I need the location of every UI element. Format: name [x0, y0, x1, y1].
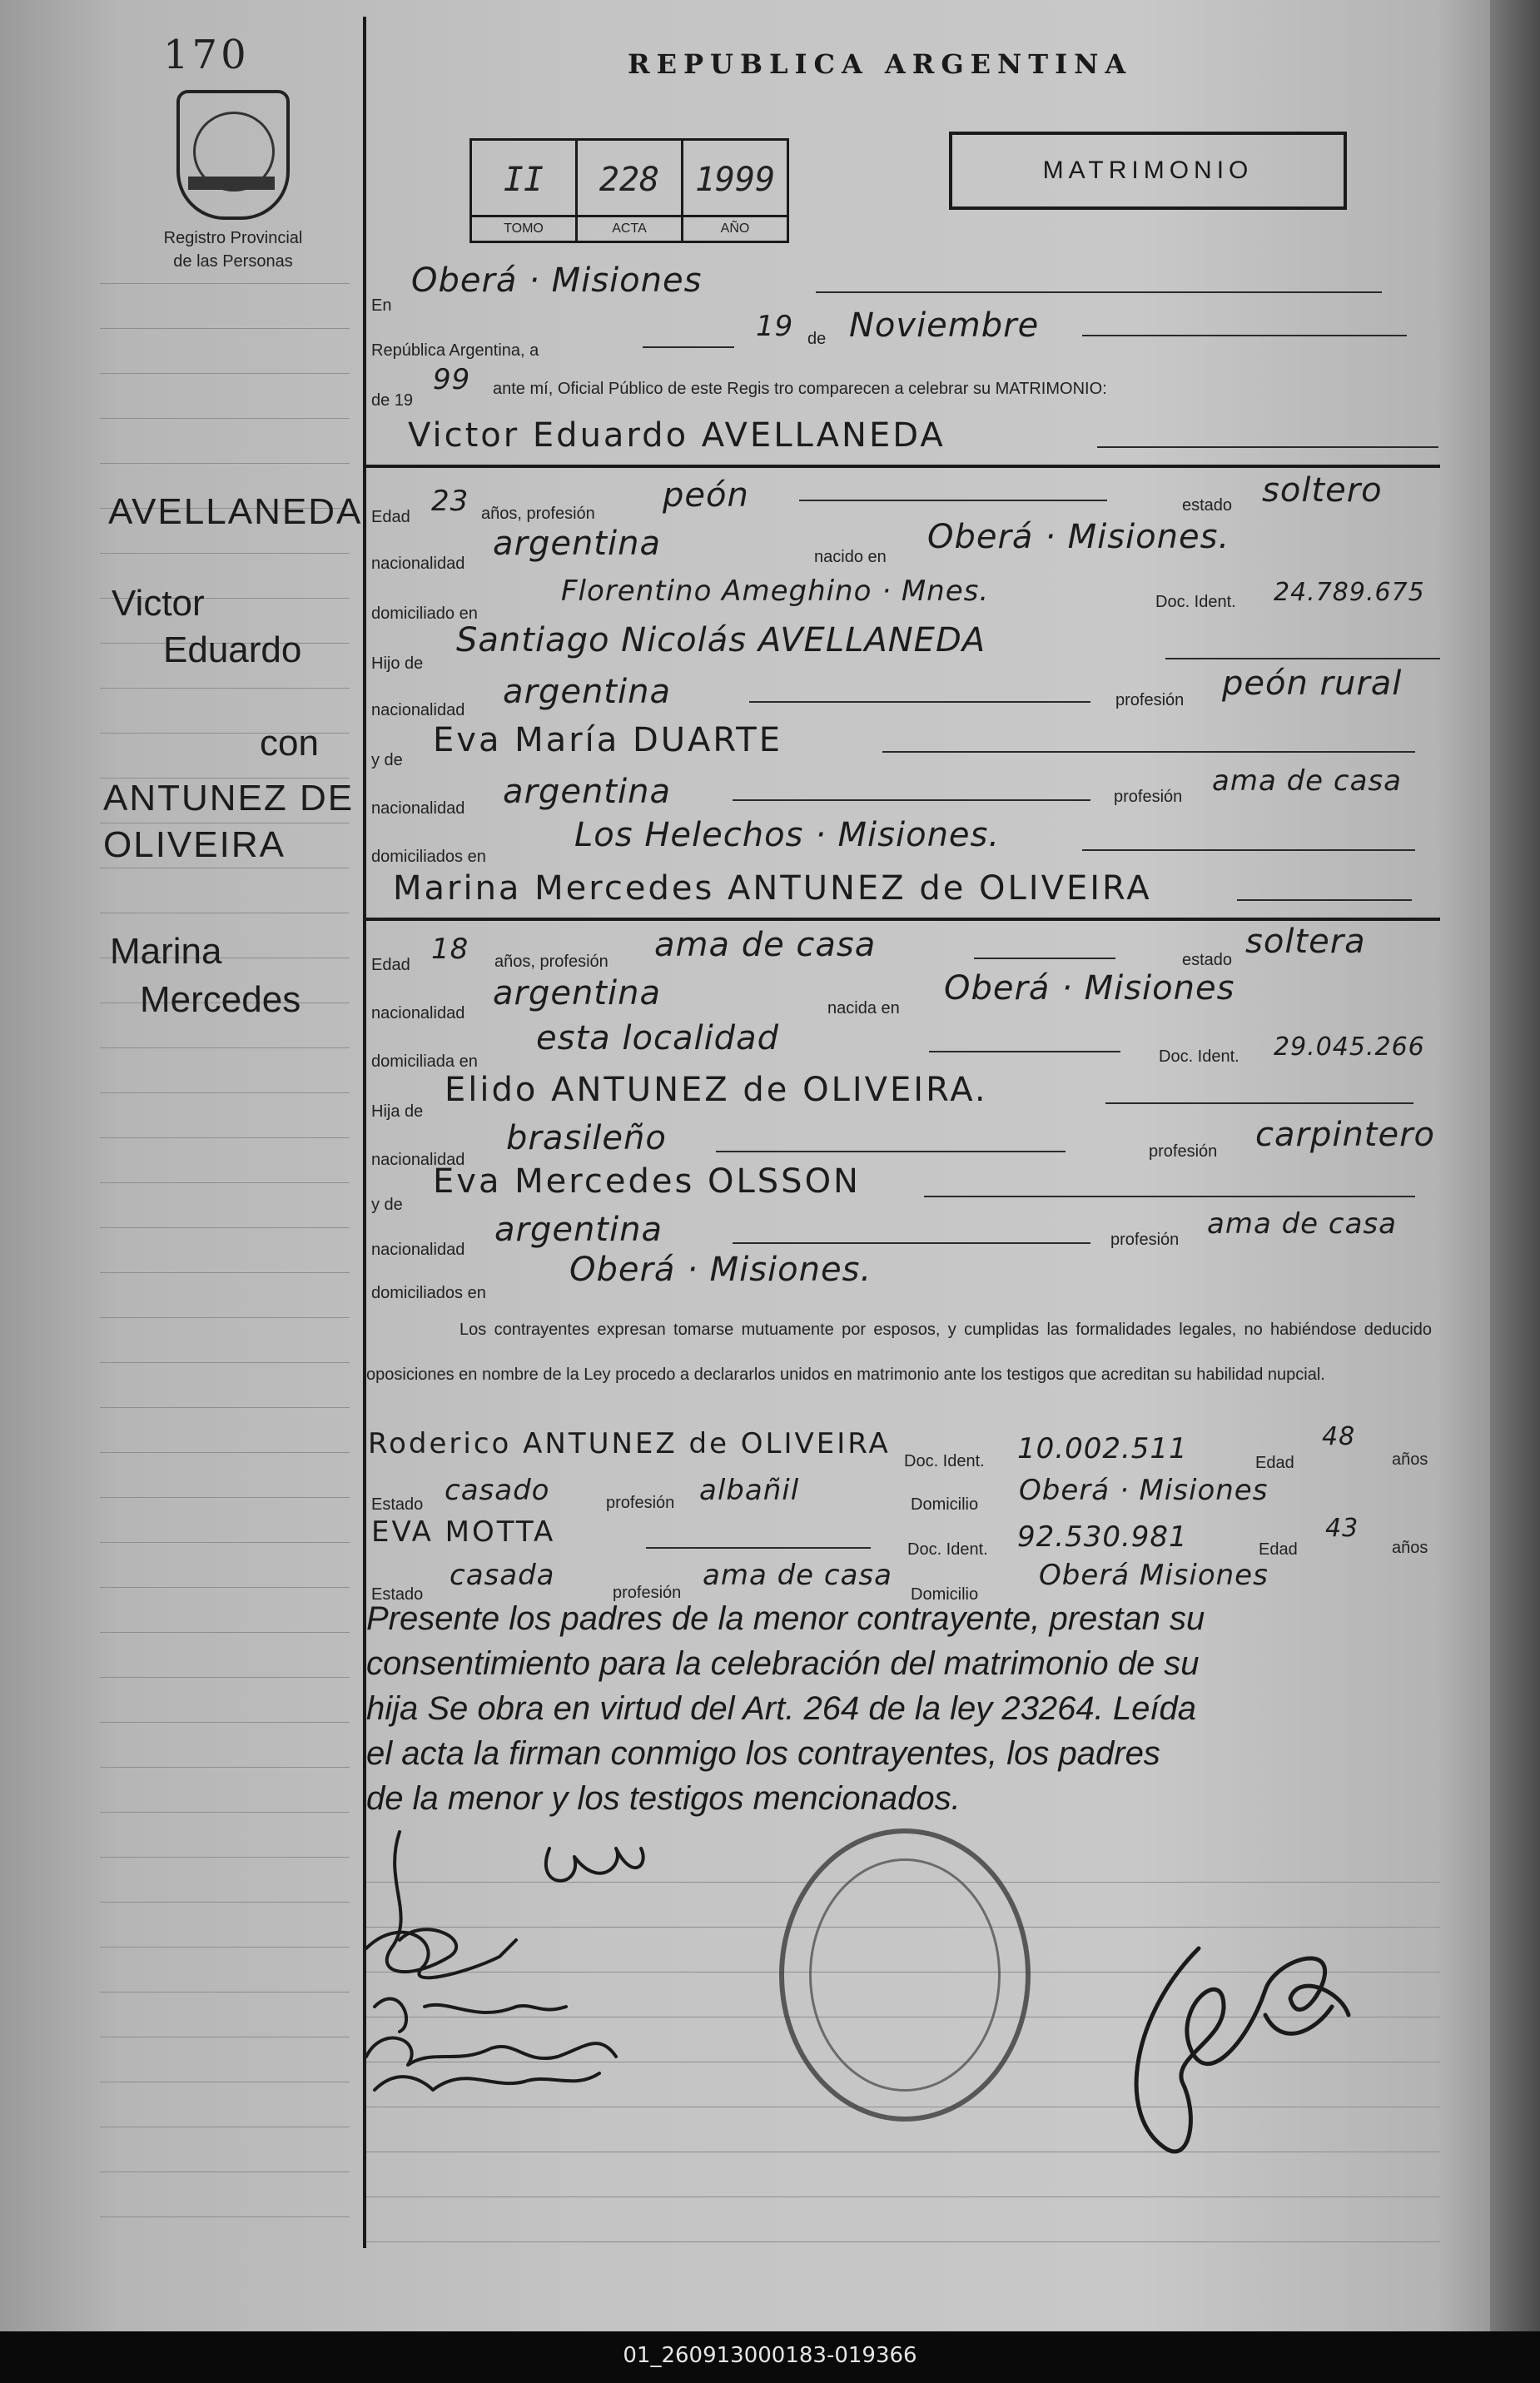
margin-ruled-line — [100, 1812, 350, 1813]
margin-ruled-line — [100, 1407, 350, 1408]
margin-ruled-line — [100, 328, 350, 329]
groom-mother-nationality: argentina — [503, 773, 671, 811]
margin-con: con — [260, 723, 319, 764]
margin-ruled-line — [100, 1317, 350, 1318]
margin-ruled-line — [100, 1137, 350, 1138]
groom-mother-profession: ama de casa — [1212, 764, 1402, 798]
groom-father-profession: peón rural — [1222, 664, 1403, 703]
groom-mother: Eva María DUARTE — [433, 721, 783, 759]
margin-ruled-line — [100, 418, 350, 419]
witness2-name: EVA MOTTA — [371, 1515, 556, 1549]
margin-ruled-line — [100, 1047, 350, 1048]
note-line-1: Presente los padres de la menor contrayente, prestan su — [366, 1600, 1205, 1637]
note-line-3: hija Se obra en virtud del Art. 264 de la ley 23264. Leída — [366, 1690, 1196, 1727]
margin-ruled-line — [100, 1767, 350, 1768]
groom-doc: 24.789.675 — [1274, 578, 1425, 607]
groom-profession: peón — [663, 476, 749, 515]
groom-birthplace: Oberá · Misiones. — [927, 518, 1230, 556]
groom-civil-status: soltero — [1262, 471, 1383, 510]
margin-ruled-line — [100, 1362, 350, 1363]
margin-ruled-line — [100, 1677, 350, 1678]
section-separator — [366, 465, 1440, 468]
margin-groom-name2: Eduardo — [163, 629, 302, 670]
witness2-age: 43 — [1325, 1514, 1359, 1543]
month-value: Noviembre — [849, 306, 1040, 345]
witness2-civil-status: casada — [450, 1559, 555, 1592]
witness2-address: Oberá Misiones — [1039, 1559, 1269, 1592]
section-separator — [366, 918, 1440, 921]
signatures-block — [350, 1815, 782, 2098]
margin-groom-name1: Victor — [112, 583, 205, 624]
official-signature — [1099, 1915, 1365, 2182]
year-cell: 1999 AÑO — [683, 141, 787, 241]
bride-father-nationality: brasileño — [506, 1119, 667, 1157]
margin-ruled-line — [100, 1092, 350, 1093]
image-id-caption: 01_260913000183-019366 — [623, 2343, 917, 2368]
groom-father-nationality: argentina — [503, 673, 671, 711]
margin-ruled-line — [100, 283, 350, 284]
margin-ruled-line — [100, 1722, 350, 1723]
witness1-civil-status: casado — [445, 1474, 550, 1507]
bride-address: esta localidad — [536, 1019, 779, 1057]
note-line-4: el acta la firman conmigo los contrayentes, los padres — [366, 1735, 1160, 1772]
margin-ruled-line — [100, 1542, 350, 1543]
groom-nationality: argentina — [493, 525, 661, 563]
margin-ruled-line — [100, 1452, 350, 1453]
witness1-doc: 10.002.511 — [1017, 1432, 1188, 1465]
margin-ruled-line — [100, 1947, 350, 1948]
margin-ruled-line — [100, 688, 350, 689]
folio-number: 170 — [163, 32, 250, 78]
margin-ruled-line — [100, 373, 350, 374]
groom-parents-address: Los Helechos · Misiones. — [574, 816, 1001, 854]
margin-bride-surname2: OLIVEIRA — [103, 824, 286, 865]
year-suffix: 99 — [433, 363, 471, 396]
groom-father: Santiago Nicolás AVELLANEDA — [456, 621, 986, 659]
margin-ruled-line — [100, 1182, 350, 1183]
en-label: En — [371, 296, 392, 315]
margin-ruled-line — [100, 1902, 350, 1903]
witness2-profession: ama de casa — [703, 1559, 892, 1592]
bride-civil-status: soltera — [1245, 923, 1366, 961]
tomo-cell: II TOMO — [472, 141, 578, 241]
groom-full-name: Victor Eduardo AVELLANEDA — [408, 416, 946, 455]
margin-bride-name2: Mercedes — [140, 979, 301, 1020]
acta-cell: 228 ACTA — [578, 141, 683, 241]
official-stamp-icon — [779, 1828, 1031, 2122]
margin-ruled-line — [100, 1632, 350, 1633]
bride-full-name: Marina Mercedes ANTUNEZ de OLIVEIRA — [393, 869, 1152, 908]
witness1-profession: albañil — [699, 1474, 800, 1507]
margin-bride-name1: Marina — [110, 931, 222, 972]
margin-ruled-line — [100, 1227, 350, 1228]
place-value: Oberá · Misiones — [411, 261, 703, 300]
body-ruled-line — [366, 2196, 1440, 2197]
declaration-text: Los contrayentes expresan tomarse mutuamente por esposos, y cumplidas las formalidades legales, no habiéndose deducido oposiciones en nombre de la Ley procedo a declararlos unidos en matrimonio ante los testigos que acreditan su habilidad nupcial. — [366, 1321, 1432, 1384]
provincial-seal-icon — [176, 90, 290, 220]
margin-ruled-line — [100, 1497, 350, 1498]
note-line-5: de la menor y los testigos mencionados. — [366, 1780, 961, 1817]
bride-mother-nationality: argentina — [494, 1211, 663, 1249]
margin-ruled-line — [100, 553, 350, 554]
appearance-text: ante mí, Oficial Público de este Regis tro comparecen a celebrar su MATRIMONIO: — [493, 380, 1107, 398]
margin-ruled-line — [100, 1587, 350, 1588]
bride-father: Elido ANTUNEZ de OLIVEIRA. — [445, 1071, 988, 1109]
bride-birthplace: Oberá · Misiones — [944, 969, 1235, 1007]
republic-title: REPUBLICA ARGENTINA — [628, 48, 1133, 80]
margin-bride-surname1: ANTUNEZ DE — [103, 778, 355, 818]
note-line-2: consentimiento para la celebración del matrimonio de su — [366, 1645, 1200, 1682]
margin-ruled-line — [100, 1272, 350, 1273]
body-ruled-line — [366, 2241, 1440, 2242]
margin-ruled-line — [100, 463, 350, 464]
bride-doc: 29.045.266 — [1274, 1032, 1425, 1062]
registry-name: Registro Provincial de las Personas — [163, 229, 303, 271]
tomo-acta-year-box — [469, 138, 789, 243]
bride-mother: Eva Mercedes OLSSON — [433, 1162, 861, 1201]
margin-groom-surname: AVELLANEDA — [108, 491, 363, 532]
page-edge — [1490, 0, 1540, 2331]
bride-age: 18 — [431, 933, 469, 966]
bride-nationality: argentina — [493, 974, 661, 1012]
witness2-doc: 92.530.981 — [1017, 1520, 1188, 1554]
bride-father-profession: carpintero — [1255, 1116, 1436, 1154]
groom-address: Florentino Ameghino · Mnes. — [561, 575, 990, 608]
register-page: 170 Registro Provincial de las Personas REPUBLICA ARGENTINA II TOMO 228 ACTA 1999 AÑO MATRIMONIO En Oberá · Misiones República Argentina, a 19 de Noviembre de 19 99 ante mí, Oficial Público de este Regis tro comparecen a celebrar su MATRIMONIO: Victor Eduardo AVELLANEDA AVELLANEDA Victor Eduardo con ANTUNEZ DE OLIVEIRA Marina Mercedes Edad 23 años, profesión peón estado soltero nacionalidad argentina nacido en Oberá · Misiones. domiciliado en Florentino Ameghino · Mnes. Doc. Ident. 24.789.675 Hijo de Santiago Nicolás AVELLANEDA nacionalidad argentina profesión peón rural y de Eva María DUARTE nacionalidad argentina profesión ama de casa domiciliados en Los Helechos · Misiones. Marina Mercedes ANTUNEZ de OLIVEIRA Edad 18 años, profesión ama de casa estado soltera nacionalidad argentina nacida en Oberá · Misiones domiciliada en esta localidad Doc. Ident. 29.045.266 Hija de Elido ANTUNEZ de OLIVEIRA. nacionalidad brasileño profesión carpintero y de Eva Mercedes OLSSON nacionalidad argentina profesión ama de casa domiciliados en Oberá · Misiones. Los contrayentes expresan tomarse mutuamente por esposos, y cumplidas las formalidades legales, no habiéndose deducido oposiciones en nombre de la Ley procedo a declararlos unidos en matrimonio ante los testigos que acreditan su habilidad nupcial. Roderico ANTUNEZ de OLIVEIRA Doc. Ident. 10.002.511 Edad 48 años Estado casado profesión albañil Domicilio Oberá · Misiones EVA MOTTA Doc. Ident. 92.530.981 Edad 43 años Estado casada profesión ama de casa Domicilio Oberá Misiones Presente los padres de la menor contrayente, prestan su consentimiento para la celebración del matrimonio de su hija Se obra en virtud del Art. 264 de la ley 23264. Leída el acta la firman conmigo los contrayentes, los padres de la menor y los testigos mencionados. — [0, 0, 1515, 2331]
witness1-address: Oberá · Misiones — [1019, 1474, 1269, 1507]
bride-parents-address: Oberá · Misiones. — [569, 1251, 872, 1289]
witness1-name: Roderico ANTUNEZ de OLIVEIRA — [368, 1427, 891, 1460]
witness1-age: 48 — [1322, 1422, 1356, 1451]
margin-ruled-line — [100, 1857, 350, 1858]
day-value: 19 — [756, 310, 794, 343]
document-type-box: MATRIMONIO — [949, 132, 1347, 210]
margin-ruled-line — [100, 2216, 350, 2217]
groom-age: 23 — [431, 485, 469, 518]
bride-profession: ama de casa — [654, 926, 877, 964]
republica-label: República Argentina, a — [371, 341, 539, 360]
bride-mother-profession: ama de casa — [1207, 1207, 1397, 1241]
